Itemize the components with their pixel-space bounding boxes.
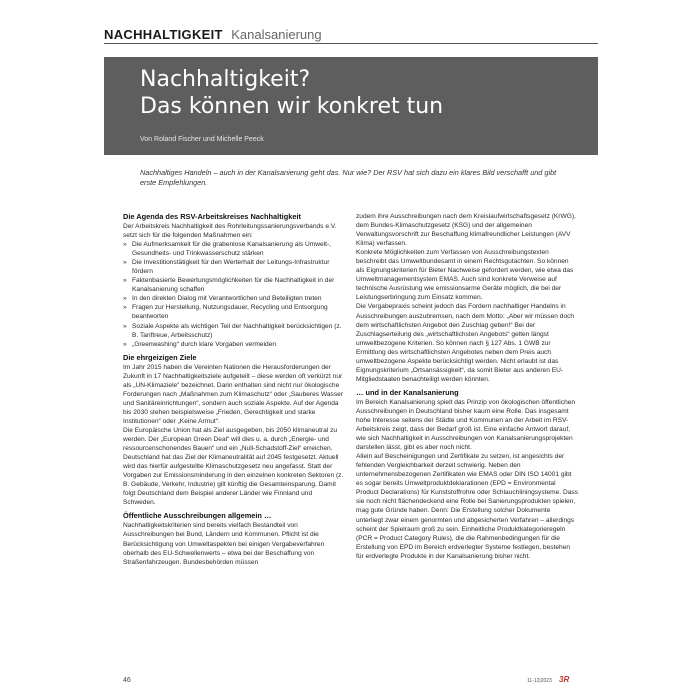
bullet-marker: »	[123, 259, 127, 267]
heading-agenda: Die Agenda des RSV-Arbeitskreises Nachhaltigkeit	[123, 212, 301, 221]
list-item-text: Fragen zur Herstellung, Nutzungsdauer, Recycling und Entsorgung beantworten	[132, 304, 328, 321]
paragraph-goals-1: Im Jahr 2015 haben die Vereinten Nationen die Herausforderungen der Zukunft in 17 Nachhaltigkeitsziele aufgeteilt – diese werden oft verkürzt nur als „UN-Klimaziele“ bezeichnet. Darin enthalten sind nicht nur ökologische Forderungen nach „Maßnahmen zum Klimaschutz“ oder „Sauberes Wasser und Sanitäreinrichtungen“, sondern auch soziale Aspekte. Auf der Agenda bis 2030 stehen beispielsweise „Frieden, Gerechtigkeit und starke Institutionen“ oder „Keine Armut“.	[123, 363, 344, 425]
text-column-right	[356, 212, 578, 561]
issue-label: 11-12|2023	[527, 678, 552, 684]
agenda-list	[123, 240, 345, 349]
list-item	[123, 240, 345, 258]
paragraph-procurement: Die Vergabepraxis scheint jedoch das Fordern nachhaltiger Handelns in Ausschreibungen auszubremsen, nach dem Motto: „Aber wir müssen doch dem wirtschaftlichsten Angebot den Zuschlag geben!“ Bei der Zuschlagserteilung des „wirtschaftlichsten Angebots“ gelten längst umweltbezogene Kriterien. So können nach § 127 Abs. 1 GWB zur Ermittlung des wirtschaftlichsten Angebotes neben dem Preis auch umweltbezogene Aspekte berücksichtigt werden. Nicht erlaubt ist das Eignungskriterium „Ortsansässigkeit“, da somit Bieter aus anderen EU-Mitgliedstaaten benachteiligt werden könnten.	[356, 303, 575, 383]
list-item	[123, 340, 345, 349]
page-number: 46	[123, 677, 131, 684]
list-item	[123, 258, 345, 276]
section-divider	[104, 43, 598, 44]
paragraph-goals-2: Die Europäische Union hat als Ziel ausgegeben, bis 2050 klimaneutral zu werden. Der „European Green Deal“ will dies u. a. durch „Energie- und ressourcenschonendes Bauen“ und ein „Null-Schadstoff-Ziel“ erreichen.	[123, 426, 338, 453]
section-header	[104, 26, 602, 42]
list-item-text: „Greenwashing“ durch klare Vorgaben vermeiden	[132, 340, 277, 348]
paragraph-sewer-rehab-2: Allein auf Bescheinigungen und Zertifikate zu setzen, ist angesichts der fehlenden Vergleichbarkeit derzeit schwierig. Neben den unternehmensbezogenen Zertifikaten wie EMAS oder DIN ISO 14001 gibt es sogar bereits Umweltproduktdeklarationen (EPD = Environmental Product Declarations) für Kunststoffrohre oder Schlauchliningsysteme. Dass sie noch nicht flächendeckend eine Rolle bei Sanierungsprodukten spielen, mag gute Gründe haben. Denn: Die Erstellung solcher Dokumente unterliegt zwar einem genormten und abgesicherten Verfahren – allerdings scheint der Spielraum groß zu sein. Einheitliche Produktkategorieregeln (PCR = Product Category Rules), die die Rahmenbedingungen für die Erstellung von EPD im Bereich erdverlegter Systeme festlegen, bestehen für erdverlegte Produkte in der Kanalsanierung bisher nicht.	[356, 453, 578, 560]
paragraph-goals-3: Deutschland hat das Ziel der Klimaneutralität auf 2045 festgesetzt. Aktuell wird das hierfür aufgestellte Klimaschutzgesetz neu angefasst. Statt der Vorgaben zur Emissionsminderung in den einzelnen konkreten Sektoren (z. B. Gebäude, Verkehr, Industrie) gilt künftig die Gesamteinsparung. Damit folgt Deutschland dem Beispiel anderer Länder wie Finnland und Schweden.	[123, 454, 344, 507]
bullet-marker: »	[123, 241, 127, 249]
article-lead: Nachhaltiges Handeln – auch in der Kanalsanierung geht das. Nur wie? Der RSV hat sich dazu ein klares Bild verschafft und gibt erste Empfehlungen.	[140, 168, 557, 187]
heading-public-tenders: Öffentliche Ausschreibungen allgemein …	[123, 511, 272, 521]
list-item-text: Soziale Aspekte als wichtigen Teil der Nachhaltigkeit berücksichtigen (z. B. Tariftreue, Arbeitsschutz)	[132, 322, 342, 339]
heading-goals: Die ehrgeizigen Ziele	[123, 352, 197, 362]
paragraph-agenda: Der Arbeitskreis Nachhaltigkeit des Rohrleitungssanierungsverbands e.V. setzt sich für die folgenden Maßnahmen ein:	[123, 223, 337, 240]
list-item-text: Faktenbasierte Bewertungsmöglichkeiten für die Nachhaltigkeit in der Kanalsanierung schaffen	[132, 277, 335, 294]
list-item-text: Die Aufmerksamkeit für die grabenlose Kanalsanierung als Umwelt-, Gesundheits- und Trinkwasserschutz stärken	[132, 241, 332, 258]
bullet-marker: »	[123, 295, 127, 303]
bullet-marker: »	[123, 277, 127, 285]
list-item	[123, 303, 345, 321]
heading-sewer-rehab: … und in der Kanalsanierung	[356, 387, 459, 397]
list-item	[123, 276, 345, 294]
article-title-line-1: Nachhaltigkeit?	[140, 67, 311, 92]
paragraph-sewer-rehab-1: Im Bereich Kanalsanierung spielt das Prinzip von ökologischen öffentlichen Ausschreibungen in Deutschland bisher kaum eine Rolle. Das insgesamt hohe Interesse seitens der Städte und Kommunen an der Arbeit im RSV-Arbeitskreis zeigt, dass der Bedarf groß ist. Eine einfache Antwort darauf, wie sich Nachhaltigkeit in Ausschreibungen von Kanalsanierungsprojekten darstellen lässt, gibt es aber noch nicht.	[356, 398, 576, 452]
list-item	[123, 294, 345, 303]
text-column-left	[123, 212, 345, 567]
bullet-marker: »	[123, 322, 127, 330]
bullet-marker: »	[123, 304, 127, 312]
article-title	[140, 66, 590, 120]
paragraph-public-tenders: Nachhaltigkeitskriterien sind bereits vielfach Bestandteil von Ausschreibungen bei Bund, Ländern und Kommunen. Pflicht ist die Berücksichtigung von Umweltaspekten bei einigen Vergabeverfahren oberhalb des EU-Schwellenwerts – etwa bei der Beschaffung von Straßenfahrzeugen. Bundesbehörden müssen	[123, 522, 325, 566]
bullet-marker: »	[123, 340, 127, 348]
title-banner	[104, 57, 598, 155]
article-byline: Von Roland Fischer und Michelle Peeck	[140, 136, 264, 143]
list-item	[123, 322, 345, 340]
section-label: NACHHALTIGKEIT	[104, 27, 223, 42]
article-title-line-2: Das können wir konkret tun	[140, 94, 444, 119]
list-item-text: In den direkten Dialog mit Verantwortlichen und Beteiligten treten	[132, 295, 322, 303]
paragraph-laws: zudem ihre Ausschreibungen nach dem Kreislaufwirtschaftsgesetz (KrWG), dem Bundes-Klimaschutzgesetz (KSG) und der allgemeinen Verwaltungsvorschrift zur Beschaffung klimafreundlicher Leistungen (AVV Klima) verfassen.	[356, 213, 576, 248]
magazine-logo: 3R	[559, 675, 570, 684]
list-item-text: Die Investitionstätigkeit für den Werterhalt der Leitungs-Infrastruktur fördern	[132, 259, 330, 276]
section-topic: Kanalsanierung	[231, 27, 322, 42]
paragraph-options: Konkrete Möglichkeiten zum Verfassen von Ausschreibungstexten beschreibt das Umweltbundesamt in einem Rechtsgutachten. So können als Eignungskriterien für Bieter Nachweise gefordert werden, wie etwa das Umweltmanagementsystem EMAS. Auch sind konkrete Verweise auf technische Ausrüstung wie emissionsarme Geräte möglich, die bei der Leistungserbringung zum Einsatz kommen.	[356, 249, 574, 302]
